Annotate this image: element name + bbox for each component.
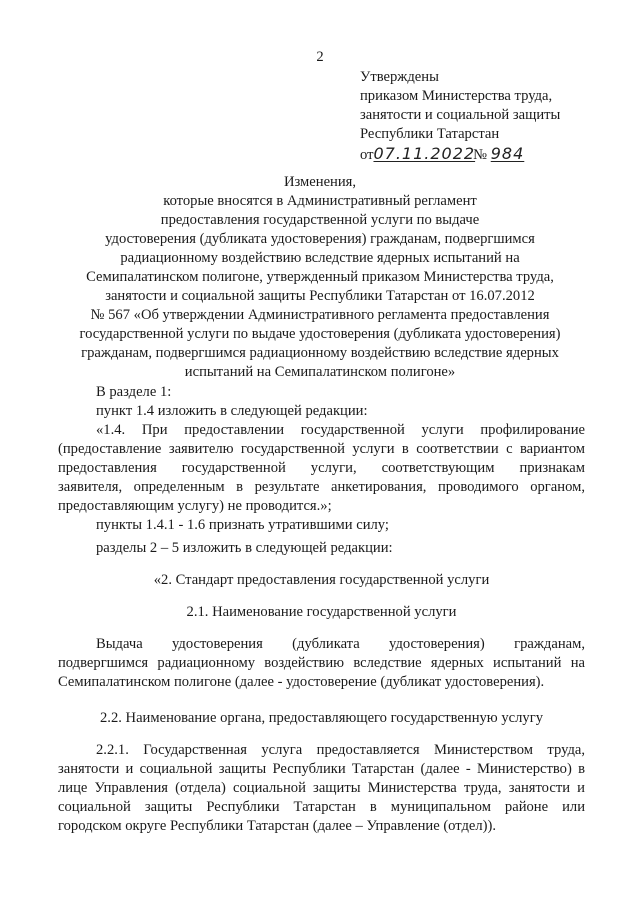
approval-block [360,68,620,165]
text-line: подвергшимся радиационному воздействию вследствие ядерных испытаний на [58,655,585,671]
standard-title-text: «2. Стандарт предоставления государственной услуги [153,572,490,588]
text-line: 2.2.1. Государственная услуга предоставляется Министерством труда, [96,742,585,758]
text-line: социальной защиты Республики Татарстан в муниципальном районе или [58,799,585,815]
date-prefix: от [360,147,374,163]
heading-line: предоставления государственной услуги по выдаче [160,212,480,228]
approval-date-line [360,144,620,165]
heading-line: государственной услуги по выдаче удостоверения (дубликата удостоверения) [79,326,561,342]
heading-line: радиационному воздействию вследствие ядерных испытаний на [120,250,520,266]
quote-line: предоставляющим услугу) не проводится.»; [58,498,332,514]
approval-line: занятости и социальной защиты [360,107,561,123]
number-prefix: № [473,147,488,163]
approval-line: Утверждены [360,69,439,85]
document-heading [55,173,585,382]
subsection-2-2-title-text: 2.2. Наименование органа, предоставляющего государственную услугу [100,710,543,726]
quote-line: заявителя, определенным в результате анкетирования, проводимого органом, [58,479,585,495]
quote-line: предоставления государственной услуги, соответствующим признакам [58,460,585,476]
repeal-line: пункты 1.4.1 - 1.6 признать утратившими силу; [96,517,389,533]
heading-line: гражданам, подвергшимся радиационному воздействию вследствие ядерных [81,345,559,361]
heading-line: удостоверения (дубликата удостоверения) гражданам, подвергшимся [105,231,535,247]
approval-line: приказом Министерства труда, [360,88,553,104]
approval-line: Республики Татарстан [360,126,500,142]
sections-intro-text: разделы 2 – 5 изложить в следующей редакции: [96,540,393,556]
standard-title [58,571,585,590]
heading-line: Семипалатинском полигоне, утвержденный приказом Министерства труда, [86,269,554,285]
subsection-2-2-title [58,709,585,728]
heading-line: которые вносятся в Административный регламент [163,193,477,209]
text-line: Семипалатинском полигоне (далее - удостоверение (дубликат удостоверения). [58,674,545,690]
subsection-2-1-text [58,635,585,692]
text-line: лице Управления (отдела) социальной защиты Министерства труда, занятости и [58,780,585,796]
section-1-item: пункт 1.4 изложить в следующей редакции: [96,403,368,419]
section-1 [58,383,585,535]
heading-line: занятости и социальной защиты Республики Татарстан от 16.07.2012 [105,288,535,304]
subsection-2-1-title-text: 2.1. Наименование государственной услуги [186,604,457,620]
sections-intro [58,539,585,558]
section-1-intro: В разделе 1: [96,384,172,400]
subsection-2-1-title [58,603,585,622]
page-number: 2 [316,49,324,65]
quote-line: «1.4. При предоставлении государственной услуги профилирование [96,422,585,438]
heading-line: Изменения, [283,174,357,190]
text-line: Выдача удостоверения (дубликата удостоверения) гражданам, [96,636,585,652]
handwritten-date: 07.11.2022 [373,144,476,163]
heading-line: № 567 «Об утверждении Административного регламента предоставления [90,307,550,323]
quote-line: (предоставление заявителю государственной услуги в соответствии с вариантом [58,441,585,457]
handwritten-number: 984 [490,144,525,163]
heading-line: испытаний на Семипалатинском полигоне» [184,364,456,380]
subsection-2-2-text [58,741,585,836]
text-line: занятости и социальной защиты Республики Татарстан (далее - Министерство) в [58,761,585,777]
text-line: городском округе Республики Татарстан (далее – Управление (отдел)). [58,818,497,834]
